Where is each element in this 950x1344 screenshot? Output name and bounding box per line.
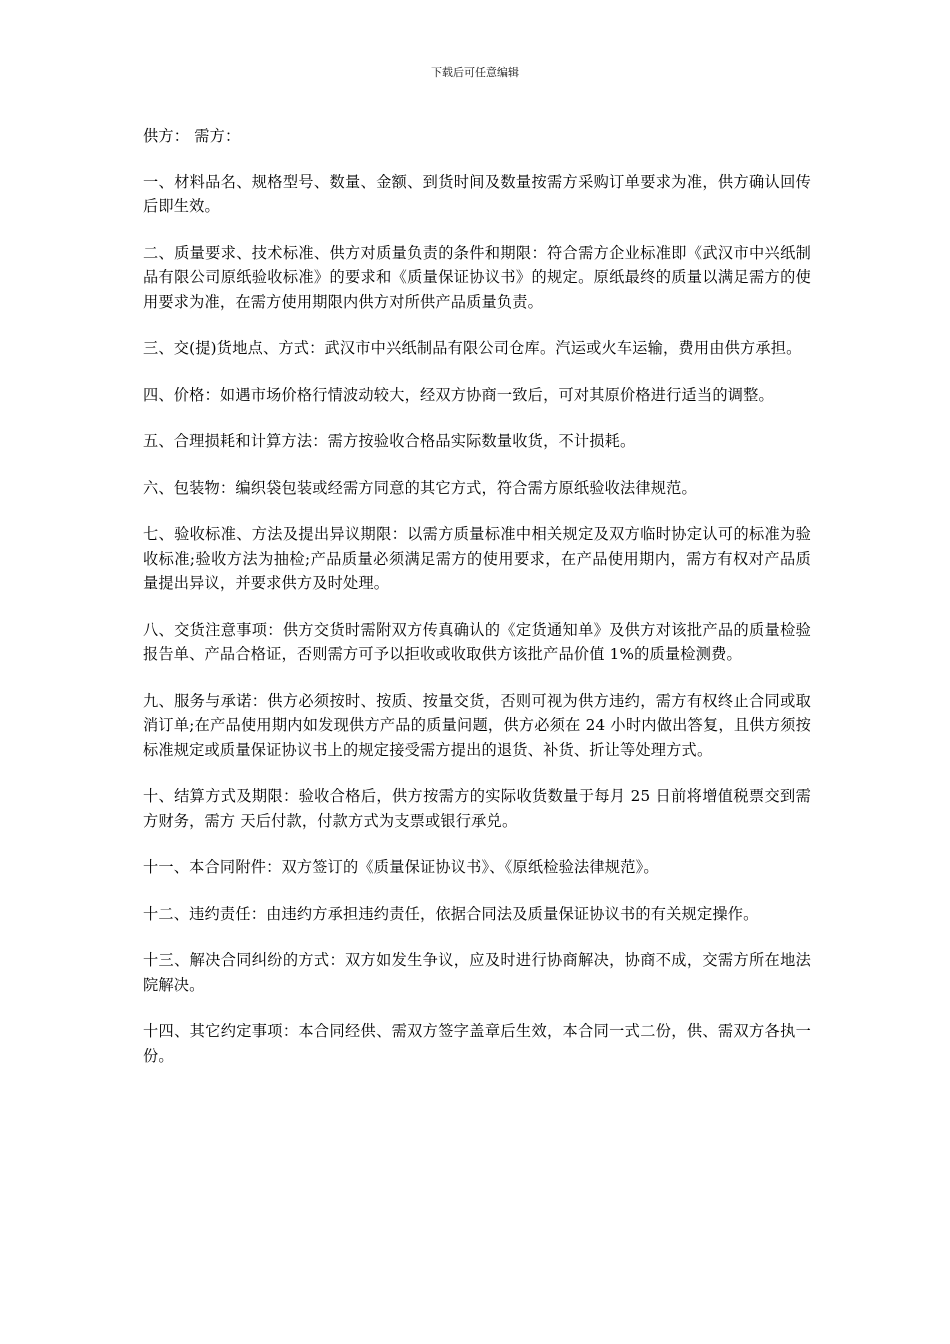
clause-14: 十四、其它约定事项：本合同经供、需双方签字盖章后生效，本合同一式二份，供、需双方各执一份。 [143,1022,811,1065]
contract-body [143,124,811,1090]
clause-12: 十二、违约责任：由违约方承担违约责任，依据合同法及质量保证协议书的有关规定操作。 [143,904,759,923]
clause-2: 二、质量要求、技术标准、供方对质量负责的条件和期限：符合需方企业标准即《武汉市中兴纸制品有限公司原纸验收标准》的要求和《质量保证协议书》的规定。原纸最终的质量以满足需方的使用要求为准，在需方使用期限内供方对所供产品质量负责。 [143,243,811,311]
clause-8: 八、交货注意事项：供方交货时需附双方传真确认的《定货通知单》及供方对该批产品的质量检验报告单、产品合格证，否则需方可予以拒收或收取供方该批产品价值 1%的质量检测费。 [143,620,811,663]
clause-4: 四、价格：如遇市场价格行情波动较大，经双方协商一致后，可对其原价格进行适当的调整。 [143,385,774,404]
clause-11: 十一、本合同附件：双方签订的《质量保证协议书》、《原纸检验法律规范》。 [143,858,659,876]
clause-7: 七、验收标准、方法及提出异议期限：以需方质量标准中相关规定及双方临时协定认可的标准为验收标准;验收方法为抽检;产品质量必须满足需方的使用要求，在产品使用期内，需方有权对产品质量提出异议，并要求供方及时处理。 [143,525,811,592]
page-header: 下载后可任意编辑 [431,66,519,79]
clause-5: 五、合理损耗和计算方法：需方按验收合格品实际数量收货，不计损耗。 [143,432,636,450]
clause-10: 十、结算方式及期限：验收合格后，供方按需方的实际收货数量于每月 25 日前将增值税票交到需方财务，需方 天后付款，付款方式为支票或银行承兑。 [143,787,811,830]
clause-9: 九、服务与承诺：供方必须按时、按质、按量交货，否则可视为供方违约，需方有权终止合同或取消订单;在产品使用期内如发现供方产品的质量问题，供方必须在 24 小时内做出答复，且供方须按标准规定或质量保证协议书上的规定接受需方提出的退货、补货、折让等处理方式。 [143,691,811,759]
clause-1: 一、材料品名、规格型号、数量、金额、到货时间及数量按需方采购订单要求为准，供方确认回传后即生效。 [143,172,811,215]
clause-6: 六、包装物：编织袋包装或经需方同意的其它方式，符合需方原纸验收法律规范。 [143,478,697,497]
clause-3: 三、交(提)货地点、方式：武汉市中兴纸制品有限公司仓库。汽运或火车运输，费用由供方承担。 [143,339,802,357]
clause-13: 十三、解决合同纠纷的方式：双方如发生争议，应及时进行协商解决，协商不成，交需方所在地法院解决。 [143,951,811,994]
parties-line: 供方： 需方： [143,127,241,145]
